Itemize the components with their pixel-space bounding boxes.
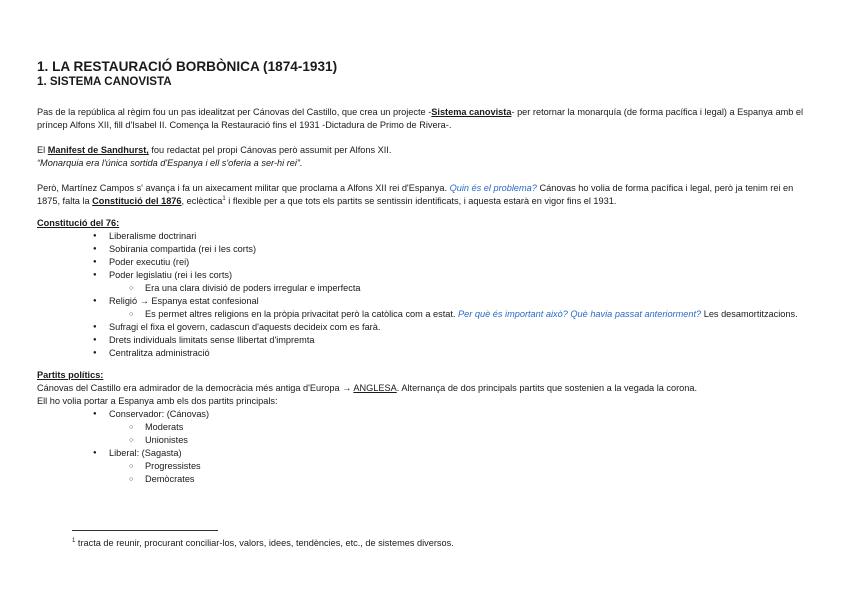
text-run: - per retornar la monarquía (de forma pacífica i legal) a Espanya amb el príncep Alfons XII, fill d'Isabel II. Comença la Restauració fins el 1931 -Dictadura de Primo de Rivera-. — [37, 107, 804, 130]
text-run: fou redactat pel propi Cánovas però assumit per Alfons XII. — [148, 145, 392, 155]
text-run: Pas de la república al règim fou un pas idealitzat per Cánovas del Castillo, que crea un projecte - — [37, 107, 432, 117]
text-run: Cánovas ho volia de forma pacífica i legal, però ja tenim rei en 1875, falta la — [37, 183, 794, 206]
constitution-list — [37, 230, 812, 360]
text-run: Però, Martínez Campos s' avança i fa un aixecament militar que proclama a Alfons XII rei d'Espanya. — [37, 183, 450, 193]
footnote — [72, 537, 454, 550]
constitution-heading: Constitució del 76: — [37, 218, 120, 228]
anglesa-term: ANGLESA — [353, 383, 397, 393]
question-text: Per què és important això? Què havia passat anteriorment? — [458, 309, 702, 319]
sub-list-item: ○ Moderats — [145, 421, 812, 434]
sub-list-item: ○ Demòcrates — [145, 473, 812, 486]
list-item-label: Conservador: (Cánovas) — [109, 409, 210, 419]
manifest-quote: “Monarquia era l'única sortida d'Espanya i ell s'oferia a ser-hi rei”. — [37, 158, 303, 168]
sub-list-item: ○ Era una clara divisió de poders irregular e imperfecta — [145, 282, 812, 295]
list-item: ● Sobirania compartida (rei i les corts) — [109, 243, 812, 256]
list-item: ● Sufragi el fixa el govern, cadascun d'aquests decideix com es farà. — [109, 321, 812, 334]
sub-list — [109, 282, 812, 295]
page-title: 1. LA RESTAURACIÓ BORBÒNICA (1874-1931) — [37, 59, 338, 74]
sub-list-item — [145, 308, 812, 321]
list-item: ● Drets individuals limitats sense llibertat d'impremta — [109, 334, 812, 347]
text-run: i flexible per a que tots els partits se sentissin identificats, i aquesta estarà en vigor fins el 1931. — [225, 196, 617, 206]
sub-list — [109, 460, 812, 486]
footnote-ref[interactable]: 1 — [222, 195, 226, 202]
list-item: ● Liberalisme doctrinari — [109, 230, 812, 243]
sub-list-item: ○ Progressistes — [145, 460, 812, 473]
sistema-canovista-term: Sistema canovista — [431, 107, 512, 117]
footnote-separator — [72, 530, 218, 531]
parties-heading: Partits polítics: — [37, 370, 104, 380]
text-run: , eclèctica — [181, 196, 223, 206]
list-item — [109, 408, 812, 447]
manifest-term: Manifest de Sandhurst, — [47, 145, 149, 155]
section-title: 1. SISTEMA CANOVISTA — [37, 75, 172, 88]
constitution-1876-term: Constitució del 1876 — [92, 196, 182, 206]
footnote-number: 1 — [72, 537, 76, 544]
paragraph-parties-2: Ell ho volia portar a Espanya amb els dos partits principals: — [37, 396, 278, 406]
text-run: . Alternança de dos principals partits que sostenien a la vegada la corona. — [396, 383, 698, 393]
list-item — [109, 269, 812, 295]
text-run: Es permet altres religions en la pròpia privacitat però la catòlica com a estat. — [145, 309, 459, 319]
text-run: Cánovas del Castillo era admirador de la democràcia més antiga d'Europa → — [37, 383, 354, 393]
text-run: Les desamortitzacions. — [701, 309, 798, 319]
list-item: ● Poder executiu (rei) — [109, 256, 812, 269]
list-item — [109, 447, 812, 486]
list-item: ● Centralitza administració — [109, 347, 812, 360]
paragraph-martinez-campos — [37, 182, 812, 208]
footnote-text: tracta de reunir, procurant conciliar-los, valors, idees, tendències, etc., de sistemes diversos. — [75, 538, 454, 548]
paragraph-parties — [37, 382, 812, 395]
list-item-label: Poder legislatiu (rei i les corts) — [109, 270, 233, 280]
parties-list — [37, 408, 812, 486]
list-item-label: Liberal: (Sagasta) — [109, 448, 182, 458]
document-body — [37, 59, 812, 486]
sub-list — [109, 308, 812, 321]
paragraph-manifest — [37, 144, 812, 157]
sub-list — [109, 421, 812, 447]
list-item — [109, 295, 812, 321]
question-text: Quin és el problema? — [449, 183, 537, 193]
text-run: El — [37, 145, 48, 155]
sub-list-item: ○ Unionistes — [145, 434, 812, 447]
paragraph-intro — [37, 106, 812, 132]
list-item-label: Religió → Espanya estat confesional — [109, 296, 259, 306]
